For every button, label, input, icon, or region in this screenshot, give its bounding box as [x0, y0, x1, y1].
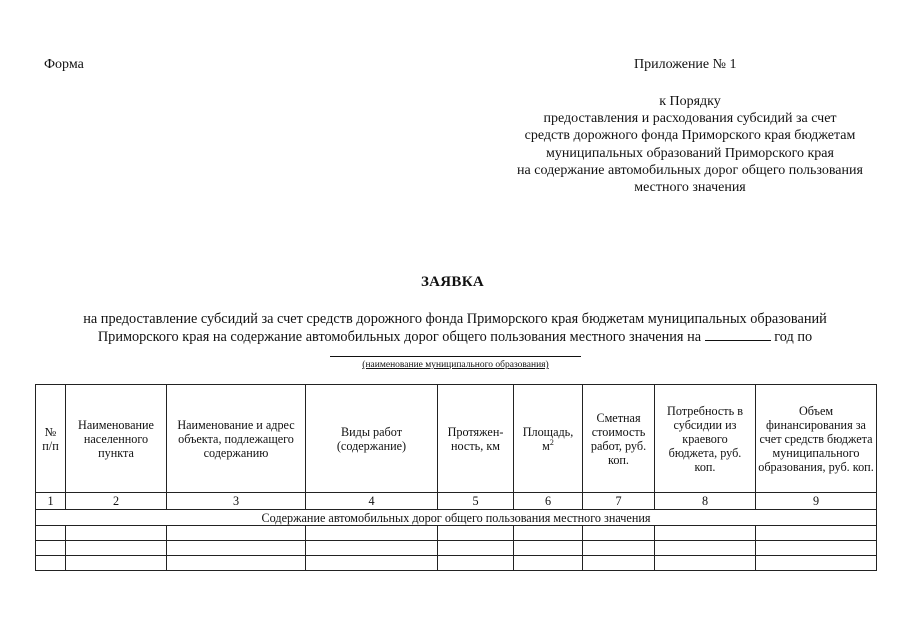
header-superscript: 2 — [549, 437, 554, 447]
table-cell[interactable] — [36, 541, 66, 556]
application-table — [35, 384, 877, 571]
appendix-line: средств дорожного фонда Приморского края бюджетам — [524, 128, 856, 144]
appendix-line: местного значения — [634, 180, 746, 196]
column-number: 8 — [655, 493, 756, 510]
header-text: Протяжен- — [447, 424, 504, 439]
table-cell[interactable] — [655, 556, 756, 571]
appendix-line: на содержание автомобильных дорог общего пользования — [517, 162, 863, 178]
column-header-object: Наименование и адрес объекта, подлежащего содержанию — [167, 385, 306, 493]
table-cell[interactable] — [583, 526, 655, 541]
table-header-row — [36, 385, 877, 493]
header-text: № — [44, 424, 57, 439]
table-cell[interactable] — [66, 526, 167, 541]
table-cell[interactable] — [756, 556, 877, 571]
column-header-settlement: Наименование населенного пункта — [66, 385, 167, 493]
table-cell[interactable] — [756, 541, 877, 556]
column-header-area — [514, 385, 583, 493]
appendix-reference — [470, 93, 905, 196]
appendix-line: к Порядку — [659, 94, 721, 109]
year-blank-field[interactable] — [705, 328, 771, 341]
table-cell[interactable] — [655, 526, 756, 541]
table-cell[interactable] — [167, 526, 306, 541]
table-cell[interactable] — [306, 556, 438, 571]
table-row — [36, 541, 877, 556]
column-number: 4 — [306, 493, 438, 510]
table-cell[interactable] — [438, 556, 514, 571]
subtitle-line-1: на предоставление субсидий за счет средств дорожного фонда Приморского края бюджетам муниципальных образований — [83, 311, 827, 327]
header-text: Площадь, м — [522, 424, 574, 453]
municipality-blank-field[interactable] — [330, 356, 581, 357]
table-cell[interactable] — [36, 526, 66, 541]
column-number: 9 — [756, 493, 877, 510]
column-header-number — [36, 385, 66, 493]
subtitle-line-2-end: год по — [774, 329, 813, 345]
table-cell[interactable] — [438, 526, 514, 541]
appendix-title: Приложение № 1 — [634, 57, 737, 72]
table-cell[interactable] — [167, 541, 306, 556]
table-row — [36, 526, 877, 541]
table-cell[interactable] — [36, 556, 66, 571]
section-row — [36, 510, 877, 526]
table-cell[interactable] — [438, 541, 514, 556]
document-subtitle — [30, 310, 880, 346]
appendix-line: предоставления и расходования субсидий за счет — [543, 111, 837, 127]
table-cell[interactable] — [66, 541, 167, 556]
table-cell[interactable] — [306, 541, 438, 556]
column-number: 5 — [438, 493, 514, 510]
section-title: Содержание автомобильных дорог общего пользования местного значения — [36, 510, 877, 526]
column-number-row — [36, 493, 877, 510]
header-text: ность, км — [451, 438, 500, 453]
column-header-estimated-cost: Сметная стоимость работ, руб. коп. — [583, 385, 655, 493]
document-title: ЗАЯВКА — [420, 274, 485, 290]
column-header-subsidy-need: Потребность в субсидии из краевого бюджета, руб. коп. — [655, 385, 756, 493]
table-cell[interactable] — [514, 526, 583, 541]
table-cell[interactable] — [583, 556, 655, 571]
column-header-length — [438, 385, 514, 493]
table-cell[interactable] — [655, 541, 756, 556]
table-row — [36, 556, 877, 571]
header-text: п/п — [42, 438, 59, 453]
form-label: Форма — [44, 57, 84, 72]
column-header-municipal-funding: Объем финансирования за счет средств бюджета муниципального образования, руб. коп. — [756, 385, 877, 493]
column-number: 7 — [583, 493, 655, 510]
municipality-caption: (наименование муниципального образования) — [362, 360, 549, 370]
column-header-work-types: Виды работ (содержание) — [306, 385, 438, 493]
column-number: 3 — [167, 493, 306, 510]
column-number: 6 — [514, 493, 583, 510]
appendix-line: муниципальных образований Приморского края — [546, 145, 834, 161]
table-cell[interactable] — [514, 541, 583, 556]
table-cell[interactable] — [583, 541, 655, 556]
table-cell[interactable] — [756, 526, 877, 541]
table-cell[interactable] — [167, 556, 306, 571]
subtitle-line-2-start: Приморского края на содержание автомобильных дорог общего пользования местного значения на — [97, 329, 702, 345]
table-cell[interactable] — [306, 526, 438, 541]
table-cell[interactable] — [66, 556, 167, 571]
subtitle-line-2 — [30, 328, 880, 346]
column-number: 1 — [36, 493, 66, 510]
column-number: 2 — [66, 493, 167, 510]
table-cell[interactable] — [514, 556, 583, 571]
